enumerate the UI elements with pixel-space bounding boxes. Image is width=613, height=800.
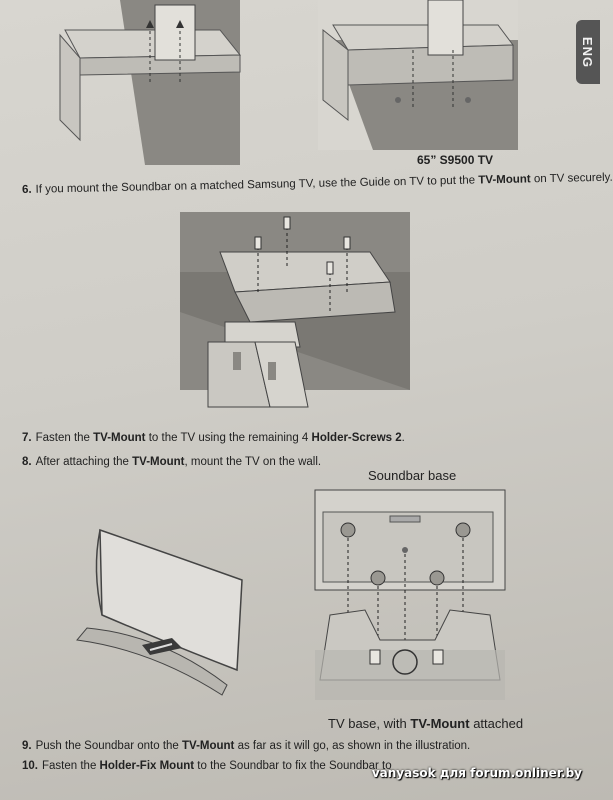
step-text: Fasten the — [42, 760, 100, 772]
step-6 — [22, 172, 613, 196]
step-text: Push the Soundbar onto the — [35, 740, 183, 752]
tv-base-label-text: attached — [469, 716, 524, 731]
tv-model-caption: 65” S9500 TV — [417, 153, 494, 167]
step-bold-text: Holder-Screws 2 — [311, 432, 402, 444]
step-bold-text: Holder-Fix Mount — [99, 760, 195, 772]
step-number: 7. — [22, 432, 32, 444]
step-number: 10. — [22, 760, 38, 772]
step-text: on TV securely. — [530, 171, 613, 186]
step-bold-text: TV-Mount — [182, 740, 235, 752]
illustration-mount-top-right — [318, 0, 518, 160]
step-text: to the Soundbar to fix the Soundbar to — [194, 760, 392, 772]
soundbar-base-label: Soundbar base — [368, 468, 457, 483]
step-text: If you mount the Soundbar on a matched Samsung TV, use the Guide on TV to put the — [35, 174, 479, 196]
step-bold-text: TV-Mount — [132, 456, 185, 468]
step-text: Fasten the — [35, 432, 94, 444]
language-tab-label: ENG — [580, 36, 596, 68]
step-10 — [22, 760, 392, 772]
step-7 — [22, 432, 405, 444]
step-number: 9. — [22, 740, 32, 752]
watermark: vanyasok для forum.onliner.by — [371, 766, 582, 780]
illustration-curved-tv — [72, 520, 252, 700]
tv-base-label-bold: TV-Mount — [410, 716, 470, 731]
illustration-soundbar-base — [315, 490, 505, 710]
illustration-tv-mount-guide — [180, 212, 410, 412]
step-bold-text: TV-Mount — [93, 432, 146, 444]
language-tab — [576, 20, 600, 84]
step-text: . — [401, 432, 405, 444]
step-text: to the TV using the remaining 4 — [145, 432, 312, 444]
step-8 — [22, 456, 321, 468]
step-bold-text: TV-Mount — [478, 173, 531, 187]
step-text: , mount the TV on the wall. — [184, 456, 322, 468]
step-text: as far as it will go, as shown in the illustration. — [234, 740, 471, 752]
step-text: After attaching the — [35, 456, 133, 468]
tv-base-label — [328, 716, 523, 731]
step-number: 8. — [22, 456, 32, 468]
step-number: 6. — [21, 183, 32, 196]
illustration-mount-top-left — [50, 0, 240, 165]
tv-base-label-text: TV base, with — [328, 716, 411, 731]
step-9 — [22, 740, 470, 752]
